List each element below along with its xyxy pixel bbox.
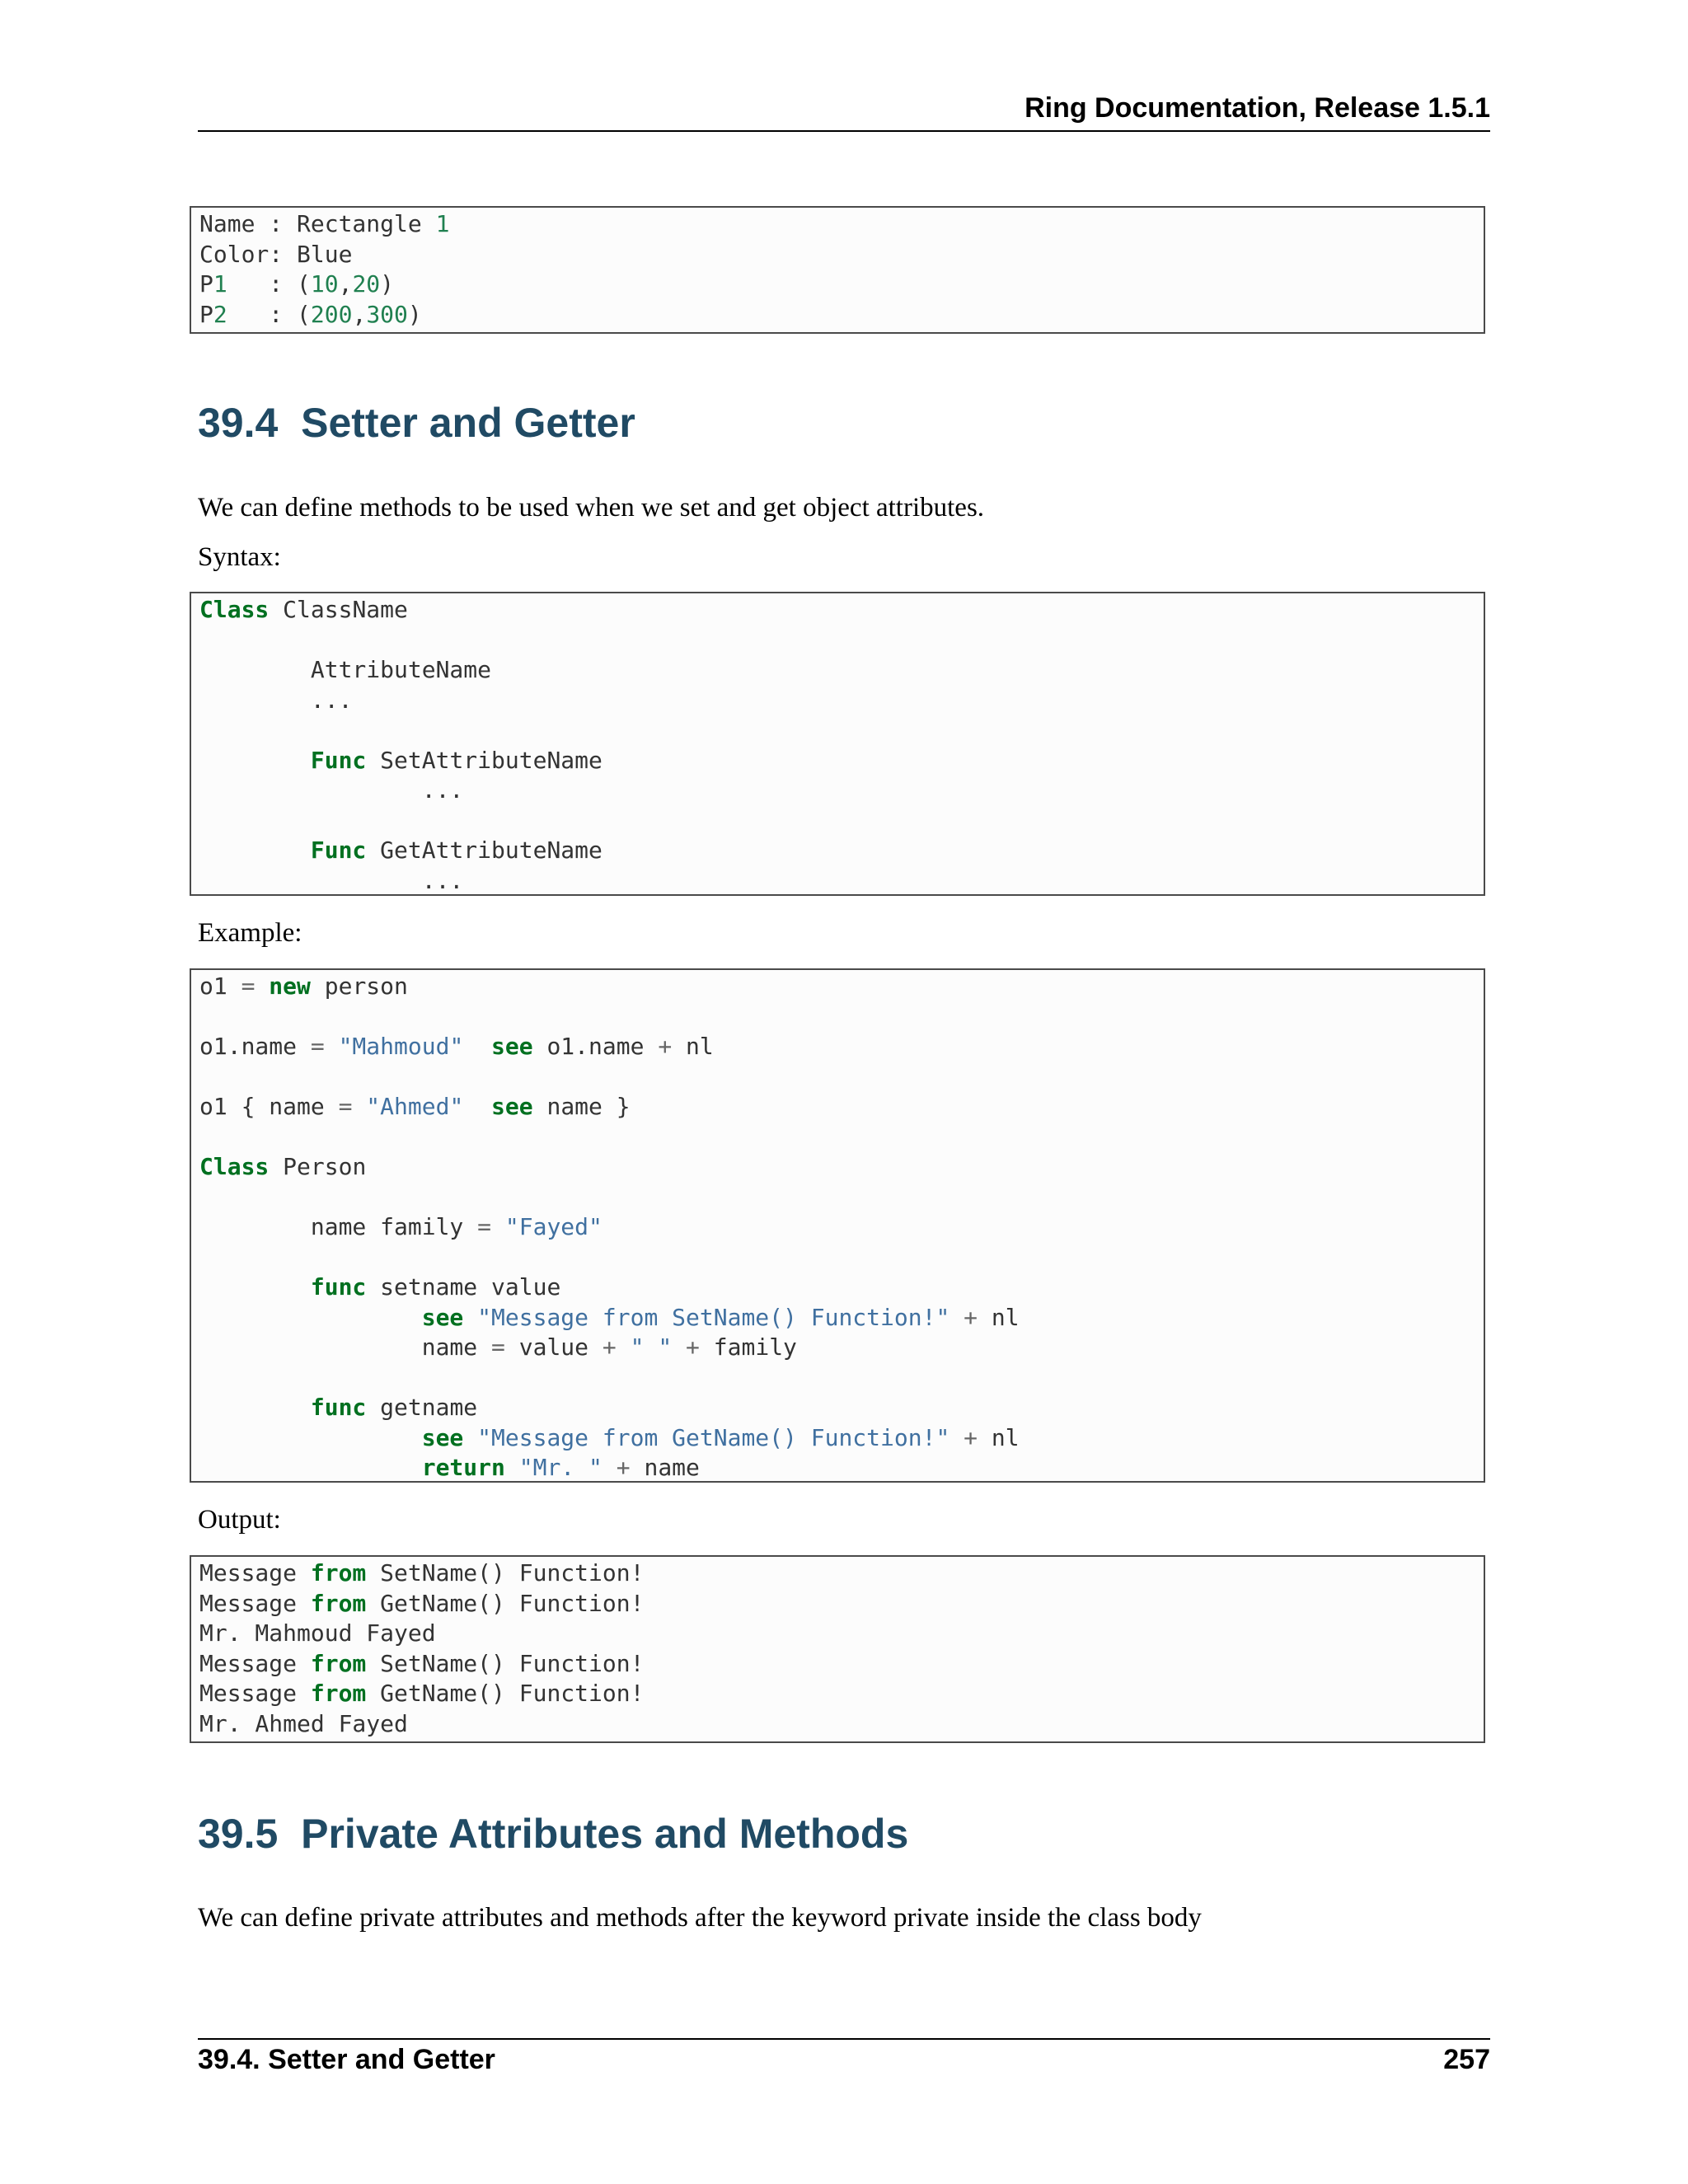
code-line: Color: Blue	[199, 240, 353, 268]
syntax-label: Syntax:	[198, 542, 281, 572]
code-block-syntax	[190, 592, 1485, 896]
code-line: Class Person	[199, 1153, 367, 1180]
code-block-output	[190, 1555, 1485, 1743]
code-line: ...	[199, 686, 353, 714]
section-title: Private Attributes and Methods	[301, 1811, 909, 1857]
code-line: return "Mr. " + name	[421, 1454, 700, 1481]
section-heading-39-5	[198, 1810, 908, 1858]
document-page	[198, 0, 1490, 2184]
code-line: func getname	[310, 1394, 478, 1421]
section-number: 39.5	[198, 1811, 279, 1857]
code-line: Message from GetName() Function!	[199, 1589, 645, 1617]
code-line: o1.name = "Mahmoud" see o1.name + nl	[199, 1033, 714, 1060]
code-line: see "Message from SetName() Function!" + nl	[421, 1303, 1020, 1331]
footer-rule	[198, 2038, 1490, 2040]
code-line: Func GetAttributeName	[310, 837, 603, 864]
section-number: 39.4	[198, 400, 279, 446]
code-block-previous-output	[190, 206, 1485, 334]
section-intro-paragraph: We can define methods to be used when we set and get object attributes.	[198, 493, 985, 523]
code-line: Mr. Mahmoud Fayed	[199, 1619, 436, 1647]
code-block-example	[190, 968, 1485, 1483]
code-line: Message from GetName() Function!	[199, 1680, 645, 1707]
footer-section-name: 39.4. Setter and Getter	[198, 2044, 495, 2075]
code-line: name family = "Fayed"	[199, 1213, 603, 1240]
code-line: Message from SetName() Function!	[199, 1559, 645, 1586]
code-line: Mr. Ahmed Fayed	[199, 1709, 408, 1737]
code-line: AttributeName	[199, 656, 492, 683]
running-header: Ring Documentation, Release 1.5.1	[1025, 92, 1490, 124]
code-line: name = value + " " + family	[199, 1333, 797, 1361]
code-line: func setname value	[310, 1273, 561, 1301]
output-label: Output:	[198, 1505, 281, 1535]
code-line: o1 = new person	[199, 972, 408, 1000]
footer-page-number: 257	[1443, 2044, 1490, 2075]
section-intro-paragraph: We can define private attributes and methods after the keyword private inside the class body	[198, 1903, 1202, 1933]
header-rule	[198, 130, 1490, 132]
code-line: P1 : (10,20)	[199, 270, 395, 298]
code-line: Class ClassName	[199, 596, 408, 623]
code-line: Func SetAttributeName	[310, 746, 603, 774]
section-title: Setter and Getter	[301, 400, 635, 446]
code-line: see "Message from GetName() Function!" + nl	[421, 1423, 1020, 1451]
code-line: ...	[199, 866, 464, 894]
example-label: Example:	[198, 918, 302, 948]
code-line: o1 { name = "Ahmed" see name }	[199, 1093, 631, 1120]
code-line: P2 : (200,300)	[199, 300, 422, 328]
code-line: Name : Rectangle 1	[199, 210, 450, 237]
code-line: ...	[199, 776, 464, 804]
code-line: Message from SetName() Function!	[199, 1649, 645, 1677]
section-heading-39-4	[198, 399, 635, 447]
